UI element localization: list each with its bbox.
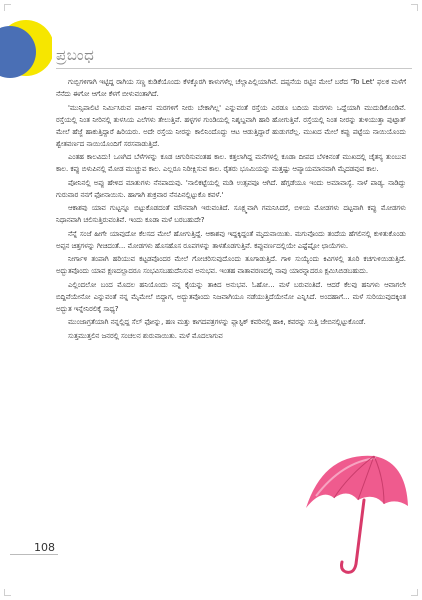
umbrella-handle [342,500,365,572]
paragraph: ಮುಂಜಾಗ್ರತೆಯಾಗಿ ನನ್ನಲ್ಲಿದ್ದ ಸೆಲ್ ಫೋನ್ನು, ಹಣ ಮತ್ತು ಕಾಗದಪತ್ರಗಳನ್ನು ಪ್ಲಾಸ್ಟಿಕ್ ಕವರಿನಲ್ಲಿ ಹಾಕಿ, ಕವರನ್ನು ಸುತ್ತಿ ಜೇಬಿನಲ್ಲಿಟ್ಟುಕೊಂಡೆ. [68,318,366,326]
paragraph: ಗುಬ್ಬಿಗಳಿಗಾಗಿ ಇಟ್ಟಿದ್ದ ರಾಗಿಯ ಸಣ್ಣ ಕುಡಿಕೆಯೊಂದು ಕೆಳಕ್ಕೊರಗಿ ಕಾಳುಗಳೆಲ್ಲ ಚೆಲ್ಲಾಪಿಲ್ಲಿಯಾಗಿವೆ. ದಪ್ಪನೆಯ ರಟ್ಟಿನ ಮೇಲೆ ಬರೆದ 'To Let' ಫಲಕ ಮಳೆಗೆ ನೆನೆದು ಈಗೋ ಆಗೋ ಕೆಳಗೆ ಬೀಳುವಂತಾಗಿದೆ. [56,78,406,98]
page-number: 108 [34,541,55,554]
paragraph: ಸುತ್ತಮುತ್ತಲಿನ ಜನರಲ್ಲಿ ಸಂಚಲನ ಶುರುವಾಯಿತು. ಮಳೆ ಮೊದಲಾಗುವ [68,331,223,340]
paragraph: ನೀರ್ಗಾಳಿ ತಂಪಾಗಿ ಹರಿಯುವ ಕಟ್ಟಡವೊಂದರ ಮೇಲೆ ಗೋಚರಿಸುವುದೊಂದು ತೂಗಾಡುತ್ತಿದೆ. ಗಾಳಿ ಸುಯ್ಯೆಂದು ಕಿವಿಗಳಲ್ಲಿ ತೂರಿ ಕಚಗುಳಿಯಿಡುತ್ತಿದೆ. ಅದ್ಭುತವೊಂದು ಯಾವ ಕ್ಷಣದಲ್ಲಾದರೂ ಸಂಭವಿಸಬಹುದೆನಿಸುವ ಅನುಭವ. ಇಂತಹ ವಾತಾವರಣದಲ್ಲಿ ನಾವು ಯಾರನ್ನಾದರೂ ಕ್ಷಮಿಸಿಬಿಡಬಹುದು. [56,255,406,275]
paragraph: ಪೋನಿನಲ್ಲಿ ಅಪ್ಪು ಹೇಳಿದ ಮಾತುಗಳು ನೆನಪಾದುವು. 'ನಾಲಿಕಟ್ಟೆಯಲ್ಲಿ ಮಡಿ ಉತ್ಸವವೂ ಆಗಿದೆ. ಹೆಗ್ಗಡೆಯೂ ಇಂದು ಅಮಾವಾಸ್ಯೆ. ನಾಳೆ ಪಾಡ್ಯ. ನಾಡಿದ್ದು ಗುರುವಾರ ನನಗೆ ಫೋನಾಯಿಸು. ಹಾಗಾಗಿ ಶುಕ್ರವಾರ ನೆನಪಿನಲ್ಲಿಟ್ಟುಕೊ ಕವಳೆ.' [56,178,406,199]
page-number-rule [10,554,58,555]
crop-mark-bottom-right [411,589,418,596]
crop-mark-top-left [4,4,11,11]
essay-body [56,76,406,343]
section-title: ಪ್ರಬಂಧ [56,46,95,64]
paragraph: ಎಲ್ಲಿಂದಲೋ ಬಂದ ಮೊದಲ ಹನಿಯೊಂದು ನನ್ನ ಕೈಯನ್ನು ತಾಕಿದ ಅನುಭವ. ಓಹೋ... ಮಳೆ ಬರುವಂತಿದೆ. ಆದರೆ ಕೆಲವು ಹನಿಗಳು ಆವಾಗಲೇ ಬಿದ್ದಿವೆಯೇನೋ ಎನ್ನುವಂತೆ ನನ್ನ ಮೈಮೇಲೆ ಬಿದ್ದಾಗ, ಅದ್ಭುತವೊಂದು ನಿಜವಾಗಿಯೂ ನಡೆಯುತ್ತಿದೆಯೇನೋ ಎನ್ನಿಸಿದೆ. ಅಂದಹಾಗೆ... ಮಳೆ ಸುರಿಯುವುದಕ್ಕಿಂತ ಅದ್ಭುತ ಇನ್ನೇನಿರಲಿಕ್ಕೆ ಸಾಧ್ಯ? [56,280,406,313]
paragraph: ಆಕಾಶವು ಯಾವ ಗುಟ್ಟನ್ನೂ ಬಿಟ್ಟುಕೊಡದಂತೆ ಮೌನವಾಗಿ ಇರುವಂತಿದೆ. ಸೂಕ್ಷ್ಮವಾಗಿ ಗಮನಿಸಿದರೆ, ಬಿಳಿಯ ಮೋಡಗಳು ದಟ್ಟವಾಗಿ ಕಪ್ಪು ಮೋಡಗಳು ನಿಧಾನವಾಗಿ ಚಲಿಸುತ್ತಿರುವಂತಿವೆ. ಇಂದು ಕೂಡಾ ಮಳೆ ಬರಬಹುದೇ? [56,204,406,224]
paragraph: ಎಂತಹ ಕಾಲವಿದು! ಒಣಗಿದ ಬೆಳೆಗಳನ್ನು ಕೂಡ ಚಿಗುರಿಸುವಂತಹ ಕಾಲ. ಕತ್ತಲಾಗಿದ್ದ ಮನೆಗಳಲ್ಲಿ ಕೂಡಾ ದೀಪದ ಬೆಳಕಿನಂತೆ ಮುಖದಲ್ಲಿ ಚೈತನ್ಯ ತುಂಬುವ ಕಾಲ. ಕಪ್ಪು ಬಿಳುಪಿನಲ್ಲಿ ಮೋಡ ಮುಚ್ಚುವ ಕಾಲ. ಎಲ್ಲರೂ ನಿರೀಕ್ಷಿಸುವ ಕಾಲ. ರೈತರು ಭೂಮಿಯನ್ನು ಮತ್ತಷ್ಟು ಆಪ್ಯಾಯಮಾನವಾಗಿ ಮೈದಡವುವ ಕಾಲ. [56,153,406,173]
paragraph: 'ಮುನ್ಸಿಪಾಲಿಟಿ ನಿರ್ಮಿಸಿರುವ ಪಾರ್ಕಿನ ಮರಗಳಿಗೆ ನೀರು ಬೇಕಾಗಿಲ್ಲ' ಎನ್ನುವಂತೆ ರಸ್ತೆಯ ಎರಡೂ ಬದಿಯ ಮರಗಳು ಒದ್ದೆಯಾಗಿ ಮುದುಡಿಕೊಂಡಿವೆ. ರಸ್ತೆಯಲ್ಲಿ ನಿಂತ ನೀರಿನಲ್ಲಿ ತುಳಸಿಯ ಎಲೆಗಳು ತೇಲುತ್ತಿವೆ. ಹಳ್ಳಗಳ ಗುಂಡಿಯಲ್ಲಿ ನಿಶ್ಶಬ್ದವಾಗಿ ಹಾರಿ ಹೋಗುತ್ತಿವೆ. ರಸ್ತೆಯಲ್ಲಿ ನಿಂತ ನೀರನ್ನು ತುಳಿಯುತ್ತಾ ಪುಟ್ಪಾತ್ ಮೇಲೆ ಹೆಜ್ಜೆ ಹಾಕುತ್ತಿದ್ದಾರೆ ಹಿರಿಯರು. ಅದೇ ರಸ್ತೆಯ ನೀರನ್ನು ಕಾಲಿನಿಂದೊದ್ದು ಆಟ ಆಡುತ್ತಿದ್ದಾರೆ ಹುಡುಗರೆಲ್ಲ. ಮುಖದ ಮೇಲೆ ಕಪ್ಪು ಪಟ್ಟೆಯ ನಾಯಿಯೊಂದು ಶ್ವೇತವರ್ಣದ ನಾಯಿಯೊಂದಿಗೆ ಸರಸವಾಡುತ್ತಿದೆ. [56,103,406,148]
paragraph: ನೆನ್ನೆ ಸಂಜೆ ಹೀಗೇ ಯಾವುದೋ ಕೆಲಸದ ಮೇಲೆ ಹೋಗುತ್ತಿದ್ದೆ. ಆಕಾಶವು ಇದ್ದಕ್ಕಿದ್ದಂತೆ ಮೃದುವಾಯಿತು. ಮಗುವೊಂದು ತಂದೆಯ ಹೆಗಲಿನಲ್ಲಿ ಕುಳಿತುಕೊಂಡು ಅಪ್ಪನ ಚಿತ್ತಗಳನ್ನು ಗೀಚಿದಂತೆ... ಮೋಡಗಳು ಹೊಸಹೊಸ ರೂಪಗಳನ್ನು ತಾಳತೊಡಗುತ್ತಿವೆ. ಕಪ್ಪುವರ್ಣದಲ್ಲಿಯೇ ಎಷ್ಟೆಷ್ಟೋ ಛಾಯೆಗಳು. [56,229,406,250]
decorative-circles [0,18,52,78]
title-rule [56,68,412,69]
umbrella-illustration [296,448,412,578]
crop-mark-bottom-left [4,589,11,596]
crop-mark-top-right [411,4,418,11]
